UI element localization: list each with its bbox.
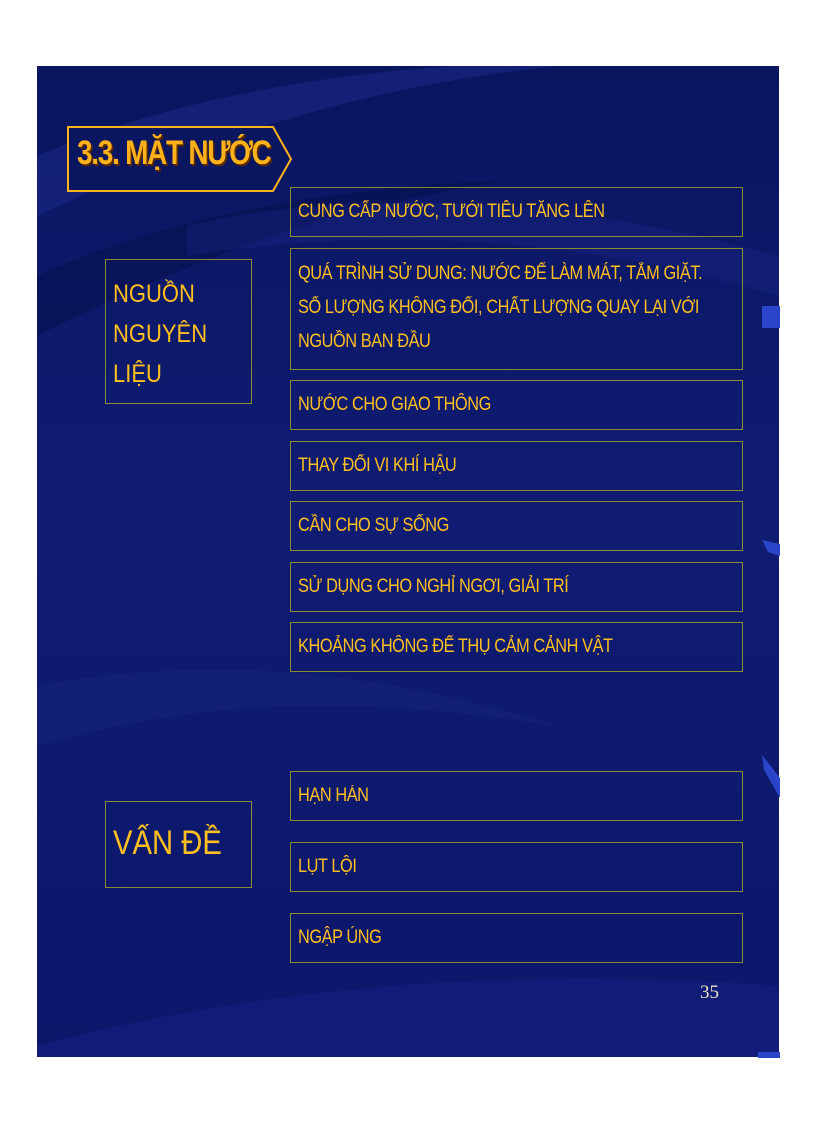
- item-text-line: SỐ LƯỢNG KHÔNG ĐỔI, CHẤT LƯỢNG QUAY LẠI VỚI: [298, 297, 700, 318]
- resource-item: [290, 187, 743, 237]
- group-label-line: LIỆU: [113, 360, 162, 388]
- resource-item: [290, 248, 743, 370]
- item-text: SỬ DỤNG CHO NGHỈ NGƠI, GIẢI TRÍ: [298, 576, 569, 597]
- item-text: CẦN CHO SỰ SỐNG: [298, 515, 449, 536]
- group-label-line: NGUYÊN: [113, 320, 208, 348]
- item-text: NGẬP ÚNG: [298, 927, 382, 948]
- problem-item: [290, 771, 743, 821]
- item-text: NƯỚC CHO GIAO THÔNG: [298, 394, 491, 415]
- group-label-nguon-nguyen-lieu: [105, 259, 252, 404]
- item-text: KHOẢNG KHÔNG ĐỂ THỤ CẢM CẢNH VẬT: [298, 636, 613, 657]
- edge-decoration: [758, 300, 788, 800]
- group-label-line: VẤN ĐỀ: [113, 824, 222, 862]
- item-text: HẠN HÁN: [298, 785, 369, 806]
- resource-item: [290, 441, 743, 491]
- group-label-line: NGUỒN: [113, 280, 195, 308]
- item-text: CUNG CẤP NƯỚC, TƯỚI TIÊU TĂNG LÊN: [298, 201, 605, 222]
- resource-item: [290, 380, 743, 430]
- page-number: 35: [700, 982, 719, 1003]
- resource-item: [290, 562, 743, 612]
- slide-title-box: [67, 126, 277, 188]
- resource-item: [290, 622, 743, 672]
- item-text: THAY ĐỔI VI KHÍ HẬU: [298, 455, 457, 476]
- problem-item: [290, 842, 743, 892]
- item-text: LỤT LỘI: [298, 856, 357, 877]
- slide-title: 3.3. MẶT NƯỚC: [77, 134, 271, 172]
- problem-item: [290, 913, 743, 963]
- edge-decoration-bottom: [758, 1050, 788, 1060]
- group-label-van-de: [105, 801, 252, 888]
- resource-item: [290, 501, 743, 551]
- item-text-line: NGUỒN BAN ĐẦU: [298, 331, 431, 352]
- slide: [37, 66, 779, 1057]
- item-text-line: QUÁ TRÌNH SỬ DUNG: NƯỚC ĐỂ LÀM MÁT, TẮM GIẶT.: [298, 263, 703, 284]
